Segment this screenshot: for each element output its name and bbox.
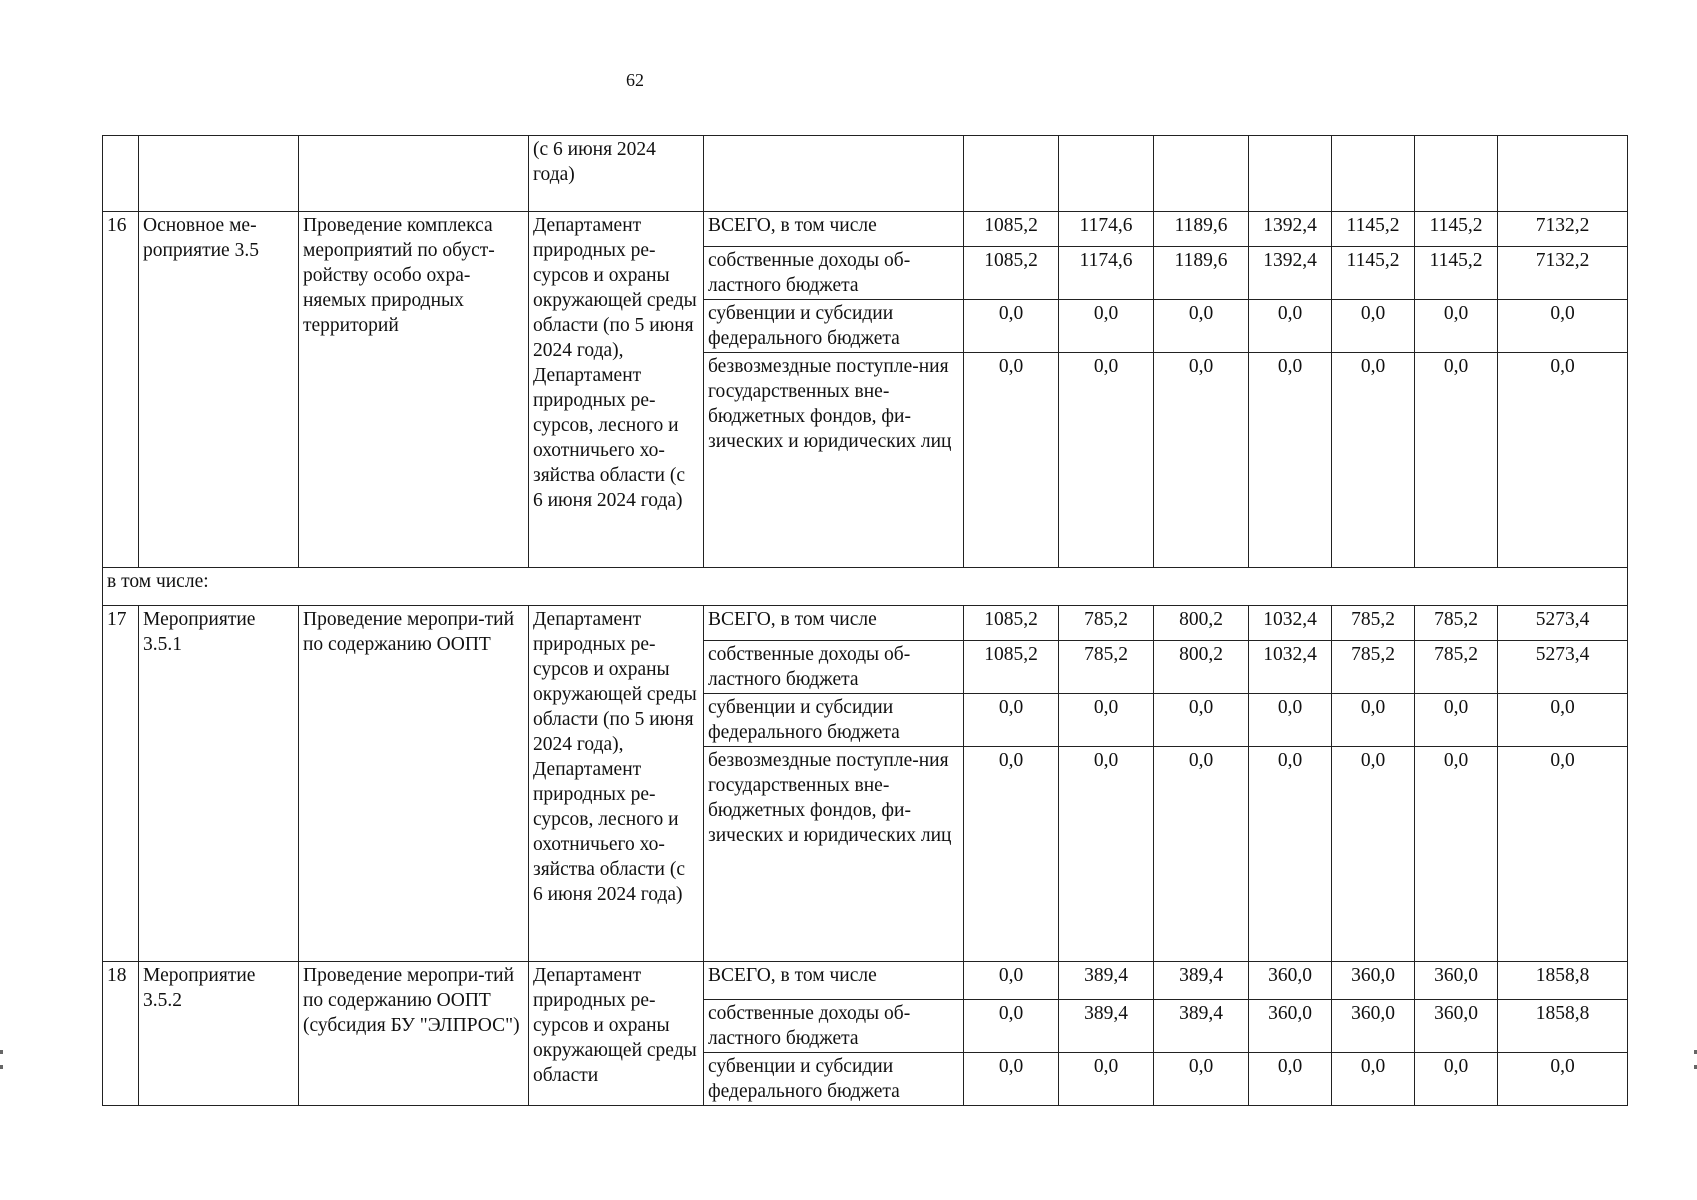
amount-cell: 1174,6 xyxy=(1059,212,1154,247)
amount-cell: 0,0 xyxy=(1249,300,1332,353)
cell-empty xyxy=(1249,136,1332,212)
amount-cell: 1032,4 xyxy=(1249,641,1332,694)
amount-cell: 0,0 xyxy=(1154,300,1249,353)
funding-source: ВСЕГО, в том числе xyxy=(704,962,964,1000)
amount-cell: 785,2 xyxy=(1332,606,1415,641)
activity-name: Мероприятие 3.5.1 xyxy=(139,606,299,962)
amount-cell: 360,0 xyxy=(1415,1000,1498,1053)
amount-cell: 360,0 xyxy=(1249,1000,1332,1053)
amount-cell: 0,0 xyxy=(1249,747,1332,962)
amount-cell: 7132,2 xyxy=(1498,212,1628,247)
amount-cell: 0,0 xyxy=(1332,300,1415,353)
amount-cell: 1032,4 xyxy=(1249,606,1332,641)
page-number: 62 xyxy=(626,70,644,90)
amount-cell: 785,2 xyxy=(1415,606,1498,641)
cell-empty xyxy=(1415,136,1498,212)
funding-source: безвозмездные поступле-ния государственных вне-бюджетных фондов, фи-зических и юридических лиц xyxy=(704,747,964,962)
amount-cell: 360,0 xyxy=(1332,1000,1415,1053)
activity-description: Проведение комплекса мероприятий по обуст-ройству особо охра-няемых природных территорий xyxy=(299,212,529,568)
amount-cell: 0,0 xyxy=(1332,694,1415,747)
amount-cell: 0,0 xyxy=(1249,353,1332,568)
amount-cell: 389,4 xyxy=(1059,1000,1154,1053)
amount-cell: 1145,2 xyxy=(1415,247,1498,300)
amount-cell: 0,0 xyxy=(1332,1053,1415,1106)
amount-cell: 5273,4 xyxy=(1498,606,1628,641)
funding-source: ВСЕГО, в том числе xyxy=(704,606,964,641)
amount-cell: 1145,2 xyxy=(1415,212,1498,247)
funding-source: ВСЕГО, в том числе xyxy=(704,212,964,247)
funding-source: собственные доходы об-ластного бюджета xyxy=(704,247,964,300)
executor-cell: (с 6 июня 2024 года) xyxy=(529,136,704,212)
activity-name: Мероприятие 3.5.2 xyxy=(139,962,299,1106)
cell-empty xyxy=(1154,136,1249,212)
funding-source: собственные доходы об-ластного бюджета xyxy=(704,641,964,694)
amount-cell: 800,2 xyxy=(1154,606,1249,641)
amount-cell: 785,2 xyxy=(1059,606,1154,641)
amount-cell: 0,0 xyxy=(1498,694,1628,747)
executor-cell: Департамент природных ре-сурсов и охраны окружающей среды области (по 5 июня 2024 года), Департамент природных ре-сурсов, лесного и охотничьего хо-зяйства области (с 6 июня 2024 года) xyxy=(529,606,704,962)
amount-cell: 0,0 xyxy=(1415,747,1498,962)
amount-cell: 0,0 xyxy=(964,694,1059,747)
amount-cell: 0,0 xyxy=(1154,747,1249,962)
cell-empty xyxy=(704,136,964,212)
table-row xyxy=(103,212,1628,247)
amount-cell: 360,0 xyxy=(1415,962,1498,1000)
subheader-row xyxy=(103,568,1628,606)
amount-cell: 0,0 xyxy=(1415,353,1498,568)
funding-source: субвенции и субсидии федерального бюджета xyxy=(704,300,964,353)
activity-name: Основное ме-роприятие 3.5 xyxy=(139,212,299,568)
row-number: 16 xyxy=(103,212,139,568)
activity-description: Проведение меропри-тий по содержанию ООПТ xyxy=(299,606,529,962)
amount-cell: 785,2 xyxy=(1415,641,1498,694)
amount-cell: 1858,8 xyxy=(1498,1000,1628,1053)
table-body xyxy=(103,136,1628,1106)
amount-cell: 5273,4 xyxy=(1498,641,1628,694)
amount-cell: 0,0 xyxy=(1249,1053,1332,1106)
amount-cell: 0,0 xyxy=(964,300,1059,353)
cell-empty xyxy=(299,136,529,212)
scan-mark xyxy=(0,1065,3,1069)
amount-cell: 0,0 xyxy=(1249,694,1332,747)
executor-cell: Департамент природных ре-сурсов и охраны окружающей среды области (по 5 июня 2024 года), Департамент природных ре-сурсов, лесного и охотничьего хо-зяйства области (с 6 июня 2024 года) xyxy=(529,212,704,568)
cell-empty xyxy=(1498,136,1628,212)
amount-cell: 800,2 xyxy=(1154,641,1249,694)
table-row xyxy=(103,606,1628,641)
scan-mark xyxy=(0,1050,3,1054)
amount-cell: 0,0 xyxy=(1332,353,1415,568)
amount-cell: 0,0 xyxy=(964,962,1059,1000)
amount-cell: 0,0 xyxy=(1059,747,1154,962)
amount-cell: 1085,2 xyxy=(964,641,1059,694)
amount-cell: 1145,2 xyxy=(1332,247,1415,300)
amount-cell: 1189,6 xyxy=(1154,212,1249,247)
activity-description: Проведение меропри-тий по содержанию ООПТ (субсидия БУ "ЭЛПРОС") xyxy=(299,962,529,1106)
amount-cell: 0,0 xyxy=(964,1000,1059,1053)
cell-empty xyxy=(1059,136,1154,212)
amount-cell: 785,2 xyxy=(1059,641,1154,694)
amount-cell: 389,4 xyxy=(1154,962,1249,1000)
amount-cell: 0,0 xyxy=(964,1053,1059,1106)
cell-empty xyxy=(139,136,299,212)
amount-cell: 360,0 xyxy=(1332,962,1415,1000)
amount-cell: 0,0 xyxy=(1498,300,1628,353)
amount-cell: 1392,4 xyxy=(1249,247,1332,300)
amount-cell: 0,0 xyxy=(1498,1053,1628,1106)
amount-cell: 389,4 xyxy=(1059,962,1154,1000)
amount-cell: 0,0 xyxy=(1059,694,1154,747)
amount-cell: 1392,4 xyxy=(1249,212,1332,247)
cell-empty xyxy=(1332,136,1415,212)
amount-cell: 1189,6 xyxy=(1154,247,1249,300)
amount-cell: 0,0 xyxy=(1059,300,1154,353)
amount-cell: 389,4 xyxy=(1154,1000,1249,1053)
amount-cell: 1174,6 xyxy=(1059,247,1154,300)
amount-cell: 0,0 xyxy=(964,353,1059,568)
amount-cell: 360,0 xyxy=(1249,962,1332,1000)
funding-source: собственные доходы об-ластного бюджета xyxy=(704,1000,964,1053)
executor-cell: Департамент природных ре-сурсов и охраны окружающей среды области xyxy=(529,962,704,1106)
amount-cell: 0,0 xyxy=(1415,694,1498,747)
amount-cell: 0,0 xyxy=(1154,694,1249,747)
amount-cell: 0,0 xyxy=(1154,353,1249,568)
funding-source: субвенции и субсидии федерального бюджета xyxy=(704,1053,964,1106)
row-number: 18 xyxy=(103,962,139,1106)
budget-table xyxy=(102,135,1628,1106)
subheader-text: в том числе: xyxy=(103,568,1628,606)
table-row xyxy=(103,962,1628,1000)
amount-cell: 785,2 xyxy=(1332,641,1415,694)
amount-cell: 0,0 xyxy=(1154,1053,1249,1106)
row-number: 17 xyxy=(103,606,139,962)
amount-cell: 0,0 xyxy=(1059,353,1154,568)
cell-empty xyxy=(964,136,1059,212)
cell-empty xyxy=(103,136,139,212)
amount-cell: 1085,2 xyxy=(964,606,1059,641)
amount-cell: 0,0 xyxy=(1059,1053,1154,1106)
continuation-row xyxy=(103,136,1628,212)
amount-cell: 1085,2 xyxy=(964,247,1059,300)
amount-cell: 0,0 xyxy=(964,747,1059,962)
amount-cell: 1858,8 xyxy=(1498,962,1628,1000)
amount-cell: 7132,2 xyxy=(1498,247,1628,300)
funding-source: безвозмездные поступле-ния государственных вне-бюджетных фондов, фи-зических и юридических лиц xyxy=(704,353,964,568)
amount-cell: 0,0 xyxy=(1332,747,1415,962)
amount-cell: 0,0 xyxy=(1498,747,1628,962)
funding-source: субвенции и субсидии федерального бюджета xyxy=(704,694,964,747)
amount-cell: 1145,2 xyxy=(1332,212,1415,247)
amount-cell: 0,0 xyxy=(1498,353,1628,568)
amount-cell: 1085,2 xyxy=(964,212,1059,247)
amount-cell: 0,0 xyxy=(1415,1053,1498,1106)
amount-cell: 0,0 xyxy=(1415,300,1498,353)
